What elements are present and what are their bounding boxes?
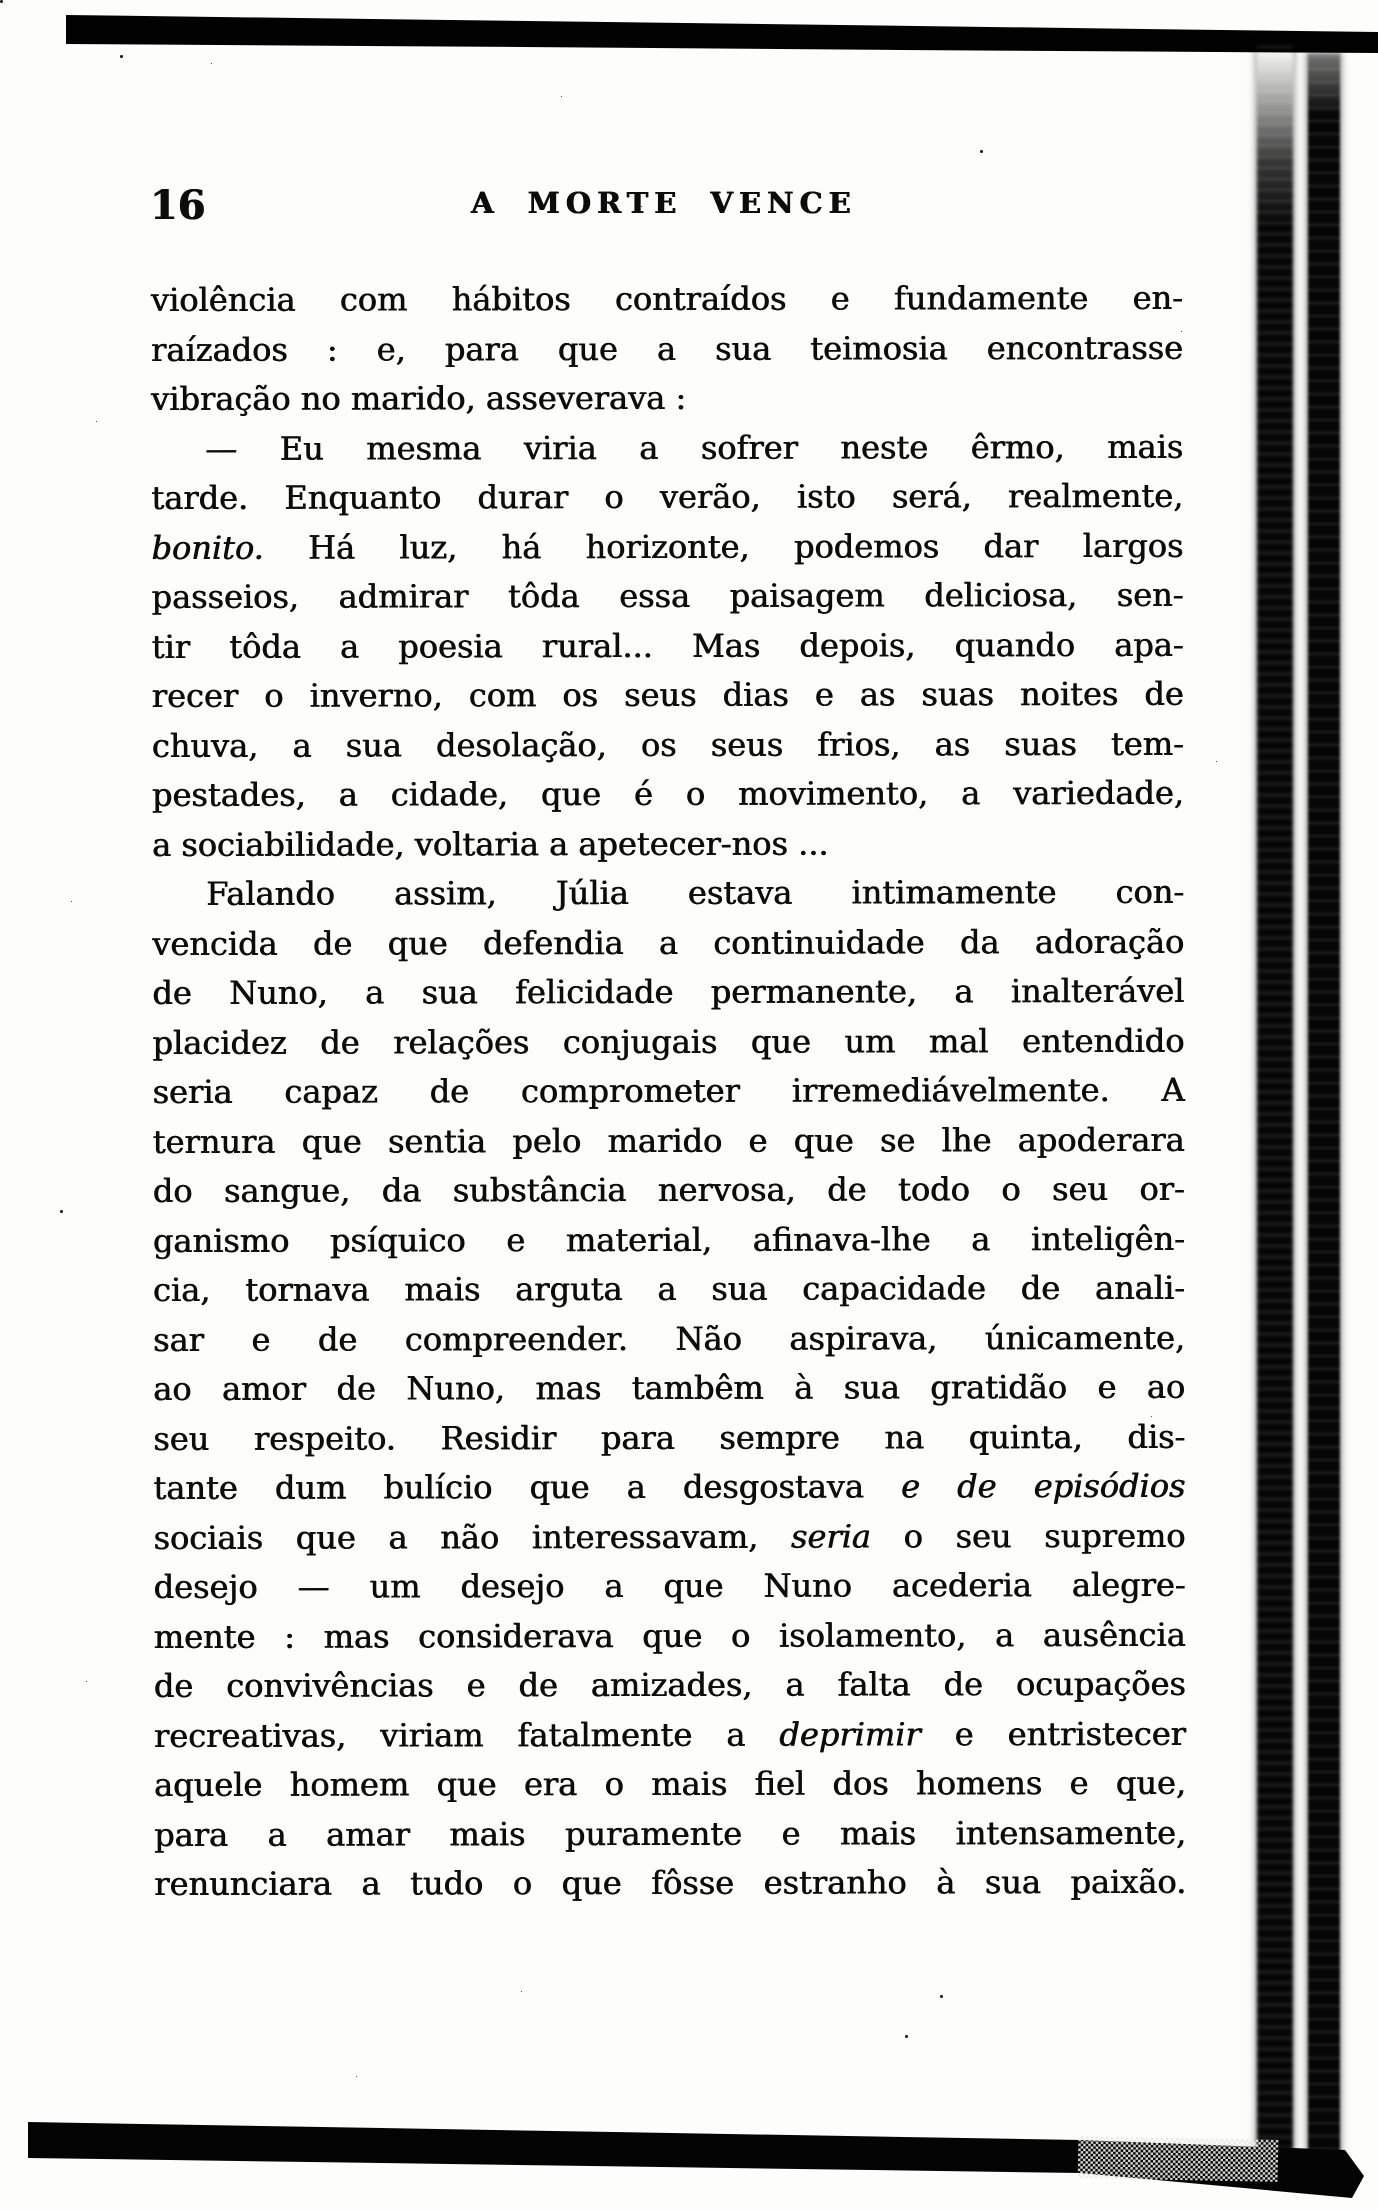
body-line: seu respeito. Residir para sempre na quinta, dis- — [153, 1417, 1186, 1458]
body-line: recreativas, viriam fatalmente a deprimir e entristecer — [154, 1714, 1187, 1755]
body-line: ao amor de Nuno, mas tambêm à sua gratidão e ao — [153, 1367, 1186, 1408]
body-line: chuva, a sua desolação, os seus frios, as suas tem- — [151, 724, 1185, 765]
body-line: violência com hábitos contraídos e fundamente en- — [151, 278, 1184, 319]
scan-bottom-halftone-texture — [1078, 2136, 1279, 2182]
body-line: raízados : e, para que a sua teimosia encontrasse — [151, 328, 1184, 369]
body-line: mente : mas considerava que o isolamento, a ausência — [153, 1615, 1186, 1656]
body-line: recer o inverno, com os seus dias e as suas noites de — [151, 674, 1184, 715]
scan-gutter-shadow-left-band — [1257, 46, 1293, 2158]
body-line: tante dum bulício que a desgostava e de episódios — [153, 1466, 1186, 1507]
body-line: passeios, admirar tôda essa paisagem deliciosa, sen- — [151, 575, 1184, 616]
body-line: de convivências e de amizades, a falta de ocupações — [153, 1664, 1186, 1705]
body-line: cia, tornava mais arguta a sua capacidade de anali- — [153, 1268, 1186, 1309]
page-header — [150, 182, 1178, 234]
body-line: do sangue, da substância nervosa, de todo o seu or- — [152, 1169, 1185, 1210]
text-block — [151, 274, 1186, 1910]
body-line: sar e de compreender. Não aspirava, únicamente, — [153, 1318, 1186, 1359]
body-line: ternura que sentia pelo marido e que se lhe apoderara — [152, 1120, 1185, 1161]
body-line: vibração no marido, asseverava : — [151, 378, 687, 418]
page-number: 16 — [150, 182, 206, 229]
body-line: placidez de relações conjugais que um mal entendido — [152, 1021, 1185, 1062]
body-line: bonito. Há luz, há horizonte, podemos dar largos — [151, 526, 1184, 567]
body-line: ganismo psíquico e material, afinava-lhe a inteligên- — [152, 1219, 1186, 1260]
body-line: desejo — um desejo a que Nuno acederia alegre- — [153, 1565, 1186, 1606]
body-line: tarde. Enquanto durar o verão, isto será, realmente, — [151, 476, 1184, 517]
body-line: de Nuno, a sua felicidade permanente, a inalterável — [152, 971, 1185, 1012]
body-line: aquele homem que era o mais fiel dos homens e que, — [154, 1763, 1187, 1804]
body-line: sociais que a não interessavam, seria o seu supremo — [153, 1516, 1186, 1557]
scan-gutter-shadow-right-band — [1308, 54, 1340, 2174]
body-line: vencida de que defendia a continuidade da adoração — [152, 922, 1185, 963]
body-line: Falando assim, Júlia estava intimamente con- — [206, 872, 1185, 913]
running-title: A MORTE VENCE — [471, 186, 857, 220]
body-line: para a amar mais puramente e mais intensamente, — [154, 1813, 1187, 1854]
body-line: tir tôda a poesia rural... Mas depois, quando apa- — [151, 625, 1184, 666]
body-line: seria capaz de comprometer irremediávelmente. A — [152, 1070, 1185, 1111]
scan-noise-speckles — [0, 0, 3, 3]
body-line: pestades, a cidade, que é o movimento, a variedade, — [152, 773, 1185, 814]
body-line: a sociabilidade, voltaria a apetecer-nos ... — [152, 824, 829, 864]
body-line: — Eu mesma viria a sofrer neste êrmo, mais — [205, 427, 1184, 468]
body-line: renunciara a tudo o que fôsse estranho à sua paixão. — [154, 1862, 1187, 1903]
